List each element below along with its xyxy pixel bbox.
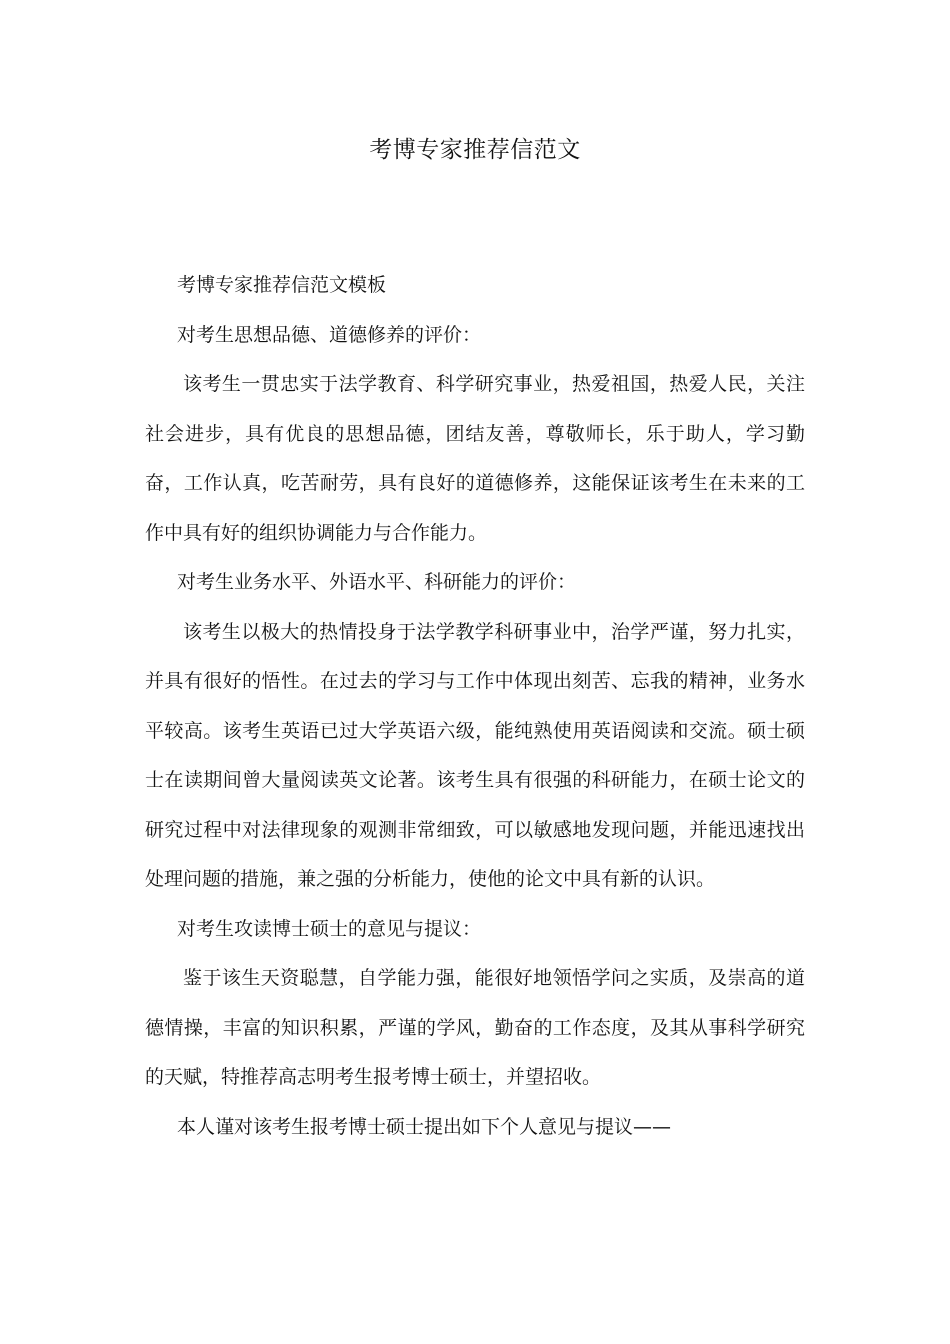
document-body xyxy=(145,261,805,1152)
paragraph-moral-evaluation: 该考生一贯忠实于法学教育、科学研究事业，热爱祖国，热爱人民，关注社会进步，具有优良的思想品德，团结友善，尊敬师长，乐于助人，学习勤奋，工作认真，吃苦耐劳，具有良好的道德修养，这能保证该考生在未来的工作中具有好的组织协调能力与合作能力。 xyxy=(145,373,805,544)
document-title: 考博专家推荐信范文 xyxy=(369,137,581,163)
section-heading-template: 考博专家推荐信范文模板 xyxy=(177,274,387,296)
paragraph-ability-evaluation: 该考生以极大的热情投身于法学教学科研事业中，治学严谨，努力扎实，并具有很好的悟性。在过去的学习与工作中体现出刻苦、忘我的精神，业务水平较高。该考生英语已过大学英语六级，能纯熟使用英语阅读和交流。硕士硕士在读期间曾大量阅读英文论著。该考生具有很强的科研能力，在硕士论文的研究过程中对法律现象的观测非常细致，可以敏感地发现问题，并能迅速找出处理问题的措施，兼之强的分析能力，使他的论文中具有新的认识。 xyxy=(145,620,805,890)
section-heading-moral-evaluation: 对考生思想品德、道德修养的评价： xyxy=(177,323,482,346)
paragraph-recommendation: 鉴于该生天资聪慧，自学能力强，能很好地领悟学问之实质，及崇高的道德情操，丰富的知识积累，严谨的学风，勤奋的工作态度，及其从事科学研究的天赋，特推荐高志明考生报考博士硕士，并望招收。 xyxy=(145,967,805,1088)
section-heading-personal-opinion: 本人谨对该考生报考博士硕士提出如下个人意见与提议—— xyxy=(177,1115,672,1138)
section-heading-recommendation: 对考生攻读博士硕士的意见与提议： xyxy=(177,917,482,940)
section-heading-ability-evaluation: 对考生业务水平、外语水平、科研能力的评价： xyxy=(177,571,577,593)
